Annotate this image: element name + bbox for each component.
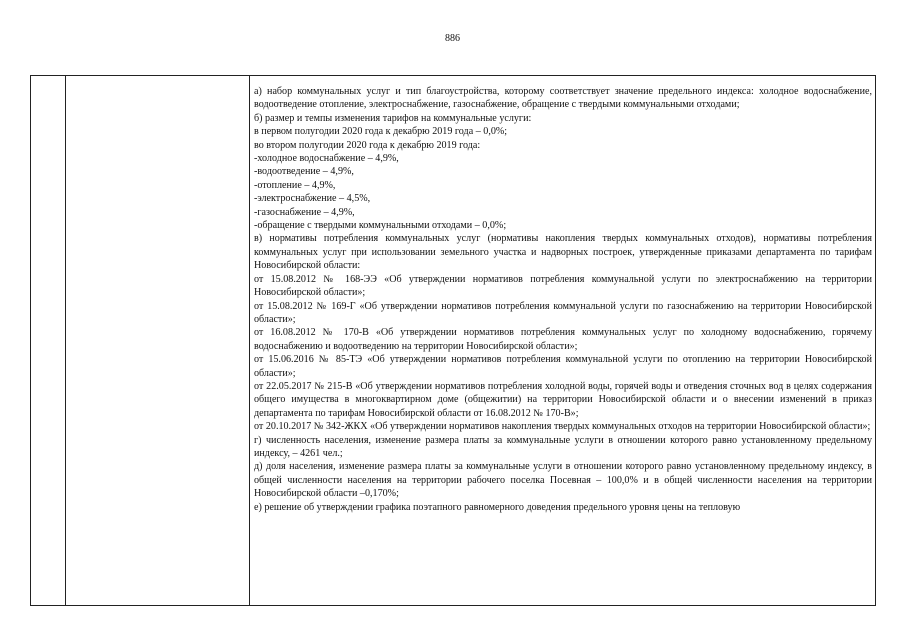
table-cell-name	[66, 76, 250, 605]
tariff-wastewater: -водоотведение – 4,9%,	[254, 166, 354, 178]
document-table	[30, 75, 876, 606]
paragraph-d-share: д) доля населения, изменение размера платы за коммунальные услуги в отношении которого равно установленному предельному индексу, в общей численности населения на территории рабочего поселка Посевная – 100,0% и в общей численности населения на территории Новосибирской области –0,170%;	[254, 461, 872, 500]
table-cell-number	[31, 76, 66, 605]
tariff-solid-waste: -обращение с твердыми коммунальными отходами – 0,0%;	[254, 220, 507, 232]
order-85-te: от 15.06.2016 № 85-ТЭ «Об утверждении нормативов потребления коммунальной услуги по отоплению на территории Новосибирской области»;	[254, 354, 872, 379]
tariff-electricity: -электроснабжение – 4,5%,	[254, 193, 371, 205]
order-168-ee: от 15.08.2012 № 168-ЭЭ «Об утверждении нормативов потребления коммунальной услуги по электроснабжению на территории Новосибирской области»;	[254, 273, 872, 299]
table-cell-content	[250, 76, 875, 605]
page-number: 886	[445, 33, 460, 44]
paragraph-a-services: а) набор коммунальных услуг и тип благоустройства, которому соответствует значение предельного индекса: холодное водоснабжение, водоотведение отопление, электроснабжение, газоснабжение, обращение с твердыми коммунальными отходами;	[254, 86, 872, 111]
order-342-zhkkh: от 20.10.2017 № 342-ЖКХ «Об утверждении нормативов накопления твердых коммунальных отходов на территории Новосибирской области»;	[254, 421, 871, 433]
paragraph-v-norms: в) нормативы потребления коммунальных услуг (нормативы накопления твердых коммунальных отходов), нормативы потребления коммунальных услуг при использовании земельного участка и надворных построек, утвержденные приказами департамента по тарифам Новосибирской области:	[254, 233, 872, 272]
paragraph-second-half: во втором полугодии 2020 года к декабрю 2019 года:	[254, 139, 481, 151]
paragraph-g-population: г) численность населения, изменение размера платы за коммунальные услуги в отношении которого равно установленному предельному индексу, – 4261 чел.;	[254, 434, 872, 459]
order-170-v: от 16.08.2012 № 170-В «Об утверждении нормативов потребления коммунальных услуг по холодному водоснабжению, горячему водоснабжению и водоотведению на территории Новосибирской области»;	[254, 327, 872, 352]
tariff-gas: -газоснабжение – 4,9%,	[254, 206, 355, 218]
tariff-cold-water: -холодное водоснабжение – 4,9%,	[254, 153, 399, 165]
paragraph-b-tariffs: б) размер и темпы изменения тарифов на коммунальные услуги:	[254, 112, 532, 124]
paragraph-e-decision: е) решение об утверждении графика поэтапного равномерного доведения предельного уровня цены на тепловую	[254, 501, 741, 513]
tariff-heating: -отопление – 4,9%,	[254, 179, 336, 191]
order-215-v: от 22.05.2017 № 215-В «Об утверждении нормативов потребления холодной воды, горячей воды и отведения сточных вод в целях содержания общего имущества в многоквартирном доме (общежитии) на территории Новосибирской области и о внесении изменений в приказ департамента по тарифам Новосибирской области от 16.08.2012 № 170-В»;	[254, 380, 872, 419]
paragraph-first-half: в первом полугодии 2020 года к декабрю 2019 года – 0,0%;	[254, 126, 508, 138]
order-169-g: от 15.08.2012 № 169-Г «Об утверждении нормативов потребления коммунальной услуги по газоснабжению на территории Новосибирской области»;	[254, 300, 872, 325]
